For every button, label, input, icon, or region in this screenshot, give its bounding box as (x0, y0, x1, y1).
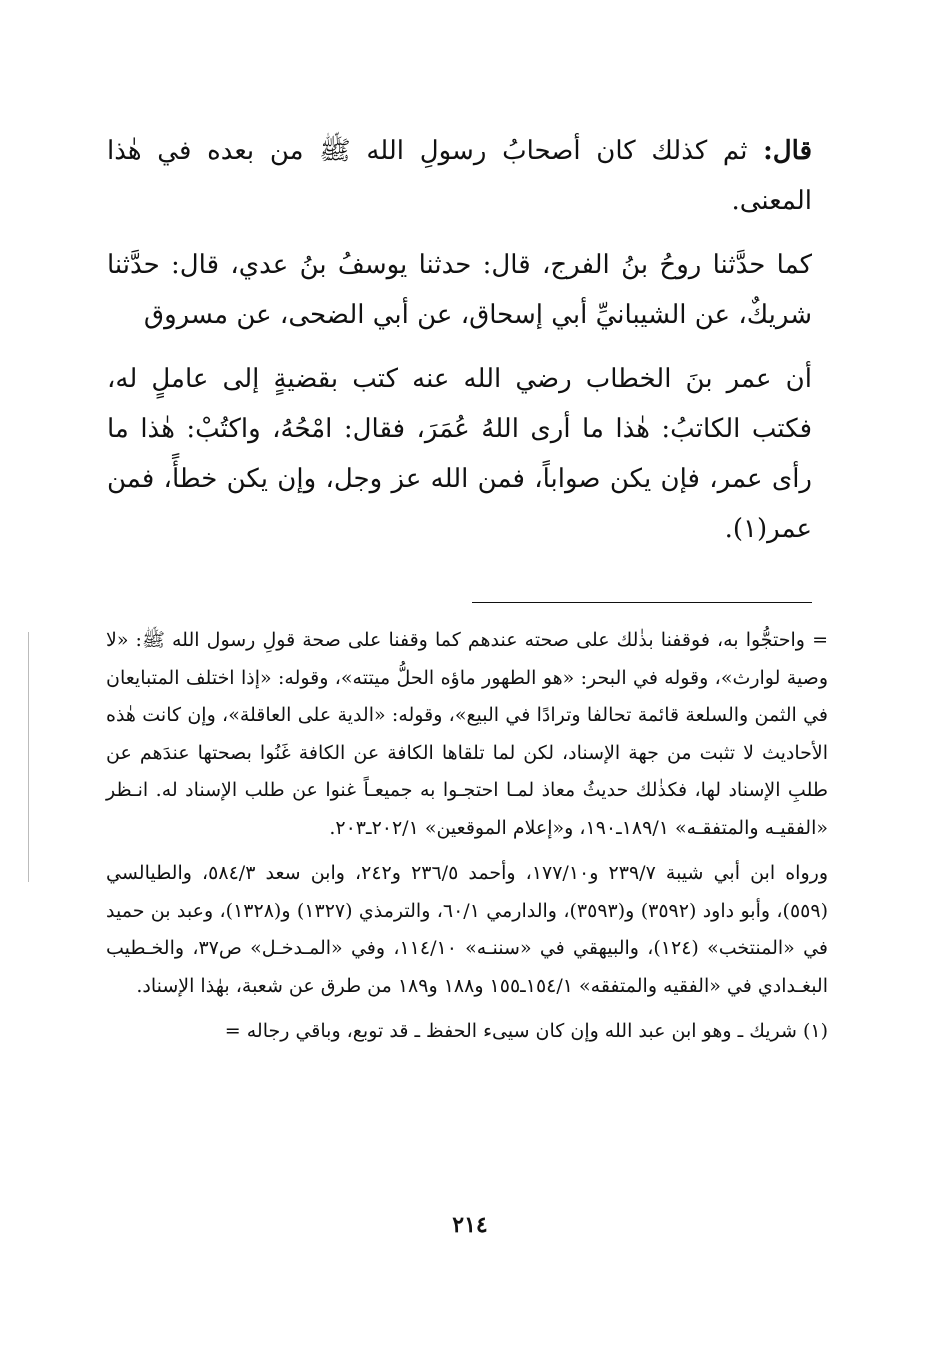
footnote-divider (472, 602, 812, 603)
scan-margin-line (28, 632, 29, 882)
footnote-1: (١) شريك ـ وهو ابن عبد الله وإن كان سيىء الحفظ ـ قد توبع، وباقي رجاله = (224, 1020, 828, 1042)
paragraph-3 (107, 354, 812, 554)
paragraph-2 (107, 240, 812, 340)
paragraph-text: أن عمر بنَ الخطاب رضي الله عنه كتب بقضيةٍ إلى عاملٍ له، فكتب الكاتبُ: هٰذا ما أرى اللهُ عُمَرَ، فقال: امْحُهُ، واكتُبْ: هٰذا ما رأى عمر، فإن يكن صواباً، فمن الله عز وجل، وإن يكن خطأً، فمن عمر(١). (107, 364, 812, 544)
paragraph-1 (107, 126, 812, 226)
paragraph-text: كما حدَّثنا روحُ بنُ الفرج، قال: حدثنا يوسفُ بنُ عدي، قال: حدَّثنا شريكٌ، عن الشيبانيِّ أبي إسحاق، عن أبي الضحى، عن مسروق (107, 250, 812, 330)
paragraph-lead: قال: (763, 136, 812, 166)
footnotes (106, 622, 828, 1059)
footnote-sources: ورواه ابن أبي شيبة ٢٣٩/٧ و١٧٧/١٠، وأحمد ٢٣٦/٥ و٢٤٢، وابن سعد ٥٨٤/٣، والطيالسي (٥٥٩)، وأبو داود (٣٥٩٢) و(٣٥٩٣)، والدارمي ٦٠/١، والترمذي (١٣٢٧) و(١٣٢٨)، وعبد بن حميد في «المنتخب» (١٢٤)، والبيهقي في «سننـه» ١١٤/١٠، وفي «المـدخـل» ص٣٧، والخـطيب البغـدادي في «الفقيه والمتفقه» ١٥٤/١ـ١٥٥ و١٨٨ و١٨٩ من طرق عن شعبة، بهٰذا الإسناد. (106, 862, 828, 997)
main-text (107, 126, 812, 568)
page-number: ٢١٤ (452, 1212, 488, 1238)
paragraph-text: ثم كذلك كان أصحابُ رسولِ الله ﷺ من بعده في هٰذا المعنى. (107, 136, 812, 216)
footnote-continuation: = واحتجُّوا به، فوقفنا بذٰلك على صحته عندهم كما وقفنا على صحة قولِ رسول الله ﷺ: «لا وصية لوارث»، وقوله في البحر: «هو الطهور ماؤه الحلُّ ميتته»، وقوله: «إذا اختلف المتبايعان في الثمن والسلعة قائمة تحالفا وترادًا في البيع»، وقوله: «الدية على العاقلة»، وإن كانت هٰذه الأحاديث لا تثبت من جهة الإسناد، لكن لما تلقاها الكافة عن الكافة غَنُوا بصحتها عندَهم عن طلبِ الإسناد لها، فكذٰلك حديثُ معاذ لمـا احتجـوا به جميعـاً غنوا عن طلب الإسناد له. انـظر «الفقيـه والمتفقـه» ١٨٩/١ـ١٩٠، و«إعلام الموقعين» ٢٠٢/١ـ٢٠٣. (106, 629, 828, 839)
